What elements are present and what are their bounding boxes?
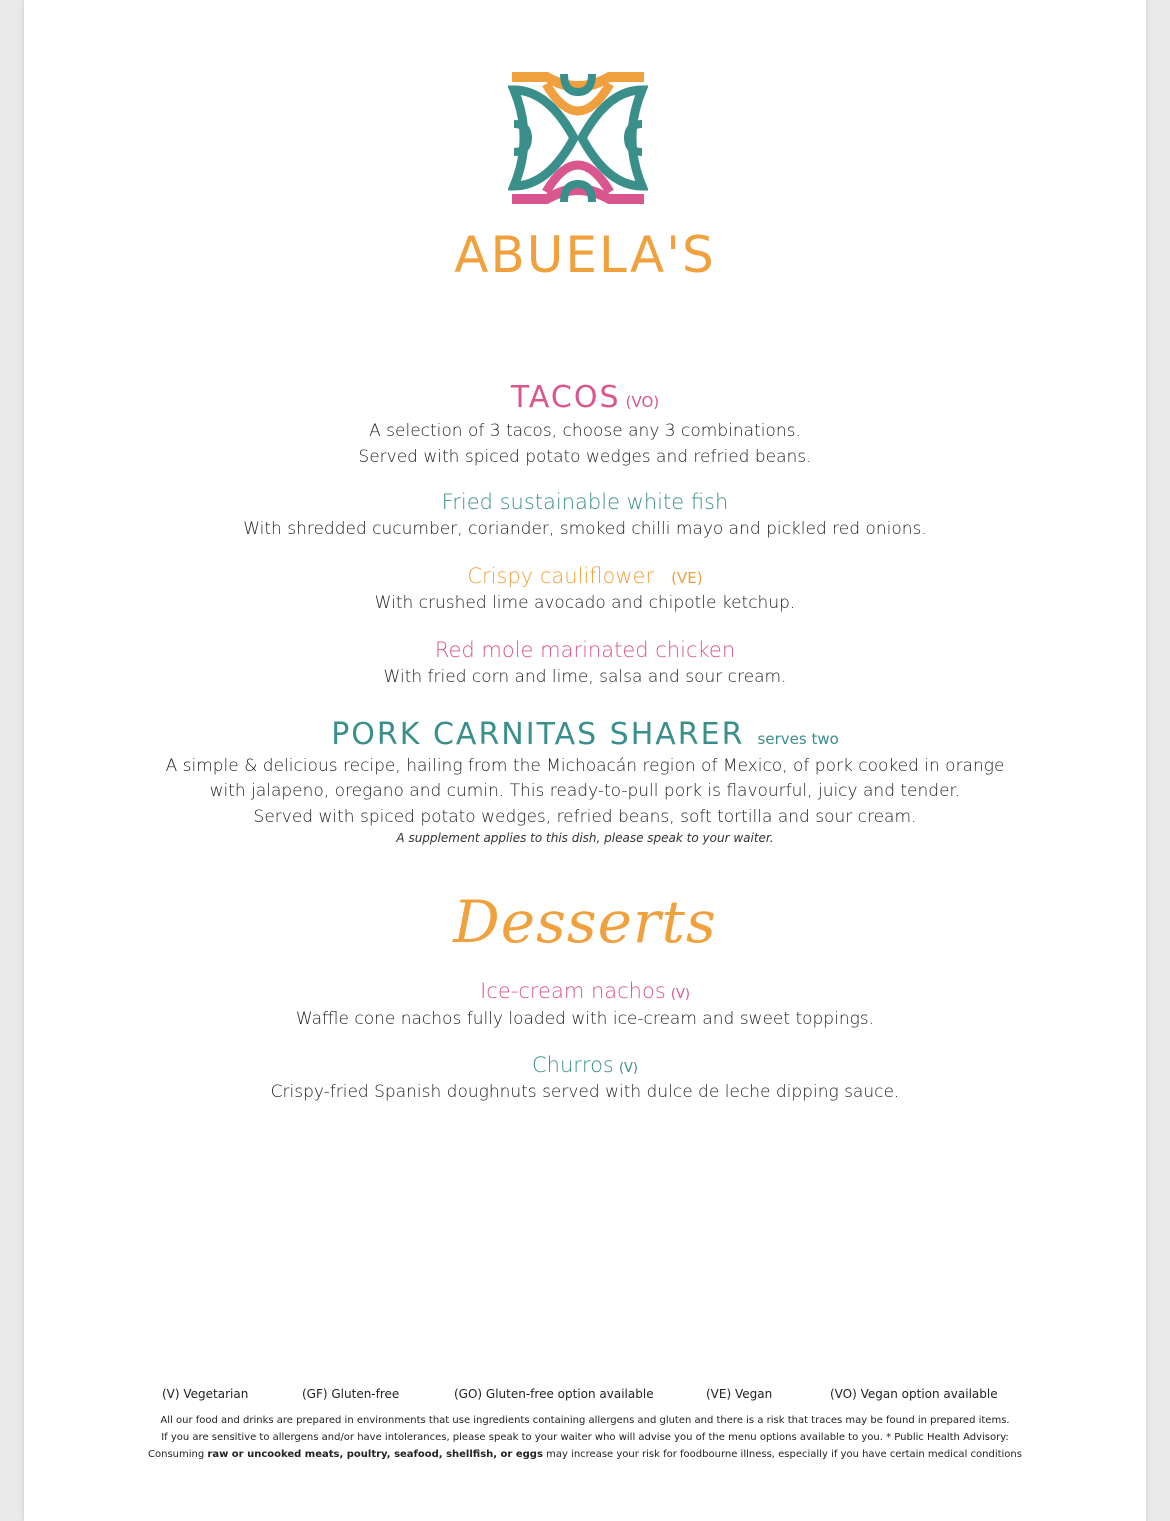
legend-item: (VO) Vegan option available [830,1387,998,1401]
dessert-item-desc: Crispy-fried Spanish doughnuts served with dulce de leche dipping sauce. [270,1082,900,1102]
legend-item: (VE) Vegan [706,1387,773,1401]
tacos-heading [24,380,1146,416]
allergen-disclaimer [114,1412,1056,1463]
disclaimer-text: Consuming [148,1449,205,1460]
taco-item-title: Crispy cauliflower [467,564,655,588]
abuelas-logo-icon [508,68,648,208]
dessert-item-tag: (V) [670,987,690,1002]
brand-name: ABUELA'S [454,226,716,284]
taco-item-cauliflower [24,563,1146,589]
menu-page [24,0,1146,1521]
sharer-desc-1: A simple & delicious recipe, hailing from the Michoacán region of Mexico, of pork cooked in orange [165,756,1005,776]
sharer-tag: serves two [757,730,839,748]
tacos-tag: (VO) [625,393,660,411]
tacos-title: TACOS [510,380,621,415]
sharer-desc-3: Served with spiced potato wedges, refried beans, soft tortilla and sour cream. [253,807,917,827]
legend-item: (V) Vegetarian [162,1387,249,1401]
dessert-item-title: Churros [531,1053,614,1077]
tacos-desc-1: A selection of 3 tacos, choose any 3 combinations. [369,421,801,441]
disclaimer-bold: raw or uncooked meats, poultry, seafood, shellfish, or eggs [207,1449,543,1460]
dessert-item-title: Ice-cream nachos [480,979,666,1003]
sharer-desc-2: with jalapeno, oregano and cumin. This ready-to-pull pork is flavourful, juicy and tender. [209,781,961,801]
disclaimer-line [114,1446,1056,1463]
legend-item: (GO) Gluten-free option available [454,1387,654,1401]
dessert-item-churros [24,1052,1146,1078]
taco-item-title: Fried sustainable white fish [441,490,729,514]
sharer-note: A supplement applies to this dish, please speak to your waiter. [396,831,774,845]
dessert-item-tag: (V) [618,1061,639,1076]
sharer-heading [24,717,1146,753]
taco-item-title: Red mole marinated chicken [434,638,736,662]
taco-item-desc: With fried corn and lime, salsa and sour cream. [383,667,787,687]
sharer-title: PORK CARNITAS SHARER [331,717,745,752]
dessert-item-nachos [24,978,1146,1004]
disclaimer-line: All our food and drinks are prepared in environments that use ingredients containing allergens and gluten and there is a risk that traces may be found in prepared items. [160,1415,1010,1426]
taco-item-desc: With shredded cucumber, coriander, smoked chilli mayo and pickled red onions. [243,519,927,539]
taco-item-desc: With crushed lime avocado and chipotle ketchup. [374,593,796,613]
taco-item-tag: (VE) [671,569,703,587]
legend-item: (GF) Gluten-free [302,1387,400,1401]
tacos-desc-2: Served with spiced potato wedges and refried beans. [358,447,812,467]
taco-item-chicken [24,637,1146,663]
dessert-item-desc: Waffle cone nachos fully loaded with ice-cream and sweet toppings. [295,1009,875,1029]
desserts-title: Desserts [453,888,717,956]
disclaimer-line: If you are sensitive to allergens and/or have intolerances, please speak to your waiter who will advise you of the menu options available to you. * Public Health Advisory: [161,1432,1009,1443]
disclaimer-text: may increase your risk for foodbourne illness, especially if you have certain medical conditions [546,1449,1022,1460]
taco-item-fish [24,489,1146,515]
